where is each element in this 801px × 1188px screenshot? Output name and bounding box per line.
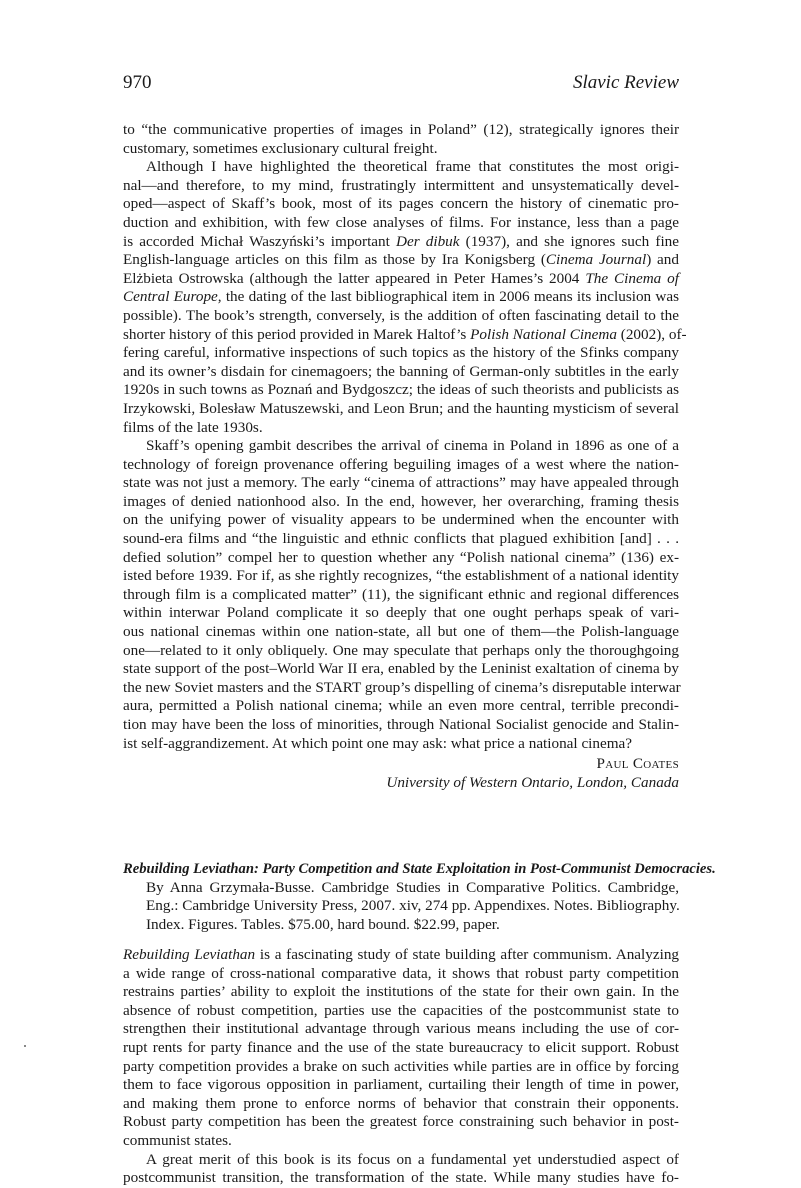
text-line: images of denied nationhood also. In the end, however, her overarching, framing thesis	[123, 492, 679, 510]
text-line: strengthen their institutional advantage through various means including the use of cor-	[123, 1020, 679, 1038]
text-line: and its owner’s disdain for cinemagoers; the banning of German-only subtitles in the early	[123, 362, 679, 380]
text-line: to “the communicative properties of images in Poland” (12), strategically ignores their	[123, 121, 679, 138]
text-line: sound-era films and “the linguistic and ethnic conflicts that plagued exhibition [and] . . .	[123, 530, 679, 548]
text-line: fering careful, informative inspections of such topics as the history of the Sfinks company	[123, 344, 679, 362]
text-line: defied solution” compel her to question whether any “Polish national cinema” (136) ex-	[123, 548, 679, 566]
text-line: one—related to it only obliquely. One may speculate that perhaps only the thoroughgoing	[123, 641, 679, 659]
reviewer-name: Paul Coates	[596, 755, 679, 772]
review-coates-signature	[123, 755, 679, 774]
text-line: Although I have highlighted the theoretical frame that constitutes the most origi-	[146, 158, 679, 176]
text-line: them to face vigorous opposition in parliament, curtailing their length of time in power,	[123, 1076, 679, 1094]
text-line: and making them prone to enforce norms of behavior that constrain their opponents.	[123, 1094, 679, 1112]
text-line: oped—aspect of Skaff’s book, most of its pages concern the history of cinematic pro-	[123, 195, 679, 213]
citation-line: By Anna Grzymała-Busse. Cambridge Studies in Comparative Politics. Cambridge,	[146, 878, 679, 896]
text-line: ist self-aggrandizement. At which point one may ask: what price a national cinema?	[123, 734, 633, 752]
text-line: within interwar Poland complicate it so deeply that one ought perhaps speak of vari-	[123, 604, 679, 622]
journal-title: Slavic Review	[572, 72, 679, 93]
text-line: duction and exhibition, with few close analyses of films. For instance, less than a page	[123, 213, 679, 231]
text-line: rupt rents for party finance and the use of the state bureaucracy to elicit support. Robust	[123, 1038, 679, 1056]
text-line: shorter history of this period provided in Marek Haltof’s Polish National Cinema (2002), of-	[123, 325, 687, 343]
citation-line: Index. Figures. Tables. $75.00, hard bound. $22.99, paper.	[146, 915, 500, 933]
text-line: on the unifying power of visuality appears to be undermined when the encounter with	[123, 511, 679, 529]
text-line: customary, sometimes exclusionary cultural freight.	[123, 139, 438, 157]
text-line: Elżbieta Ostrowska (although the latter appeared in Peter Hames’s 2004 The Cinema of	[123, 269, 679, 287]
text-line: Robust party competition has been the greatest force constraining such behavior in post-	[123, 1113, 679, 1131]
page-number: 970	[123, 72, 152, 93]
review-grzymala-busse-body	[123, 946, 679, 1188]
text-line: A great merit of this book is its focus on a fundamental yet understudied aspect of	[146, 1150, 679, 1168]
reviewer-affiliation: University of Western Ontario, London, Canada	[386, 774, 679, 791]
text-line: technology of foreign provenance offering beguiling images of a west where the nation-	[123, 455, 679, 473]
text-line: 1920s in such towns as Poznań and Bydgoszcz; the ideas of such theorists and publicists as	[123, 381, 679, 399]
text-line: restrains parties’ ability to exploit the institutions of the state for their own gain. In the	[123, 983, 679, 1001]
text-line: a wide range of cross-national comparative data, it shows that robust party competition	[123, 964, 679, 982]
text-line: nal—and therefore, to my mind, frustratingly intermittent and unsystematically devel-	[123, 176, 679, 194]
scan-speck	[24, 1045, 26, 1047]
text-line: absence of robust competition, parties use the capacities of the postcommunist state to	[123, 1001, 679, 1019]
text-line: aura, permitted a Polish national cinema; while an even more central, terrible precondi-	[123, 697, 679, 715]
text-line: ous national cinemas within one nation-state, all but one of them—the Polish-language	[123, 623, 679, 641]
text-line: postcommunist transition, the transformation of the state. While many studies have fo-	[123, 1169, 679, 1187]
book-citation	[123, 860, 716, 934]
text-line: isted before 1939. For if, as she rightly recognizes, “the establishment of a national identity	[123, 567, 679, 585]
text-line: English-language articles on this film as those by Ira Konigsberg (Cinema Journal) and	[123, 251, 679, 269]
text-line: Skaff’s opening gambit describes the arrival of cinema in Poland in 1896 as one of a	[146, 437, 679, 455]
text-line: Rebuilding Leviathan is a fascinating study of state building after communism. Analyzing	[123, 946, 680, 963]
text-line: communist states.	[123, 1131, 232, 1149]
running-header	[123, 72, 679, 96]
text-line: state support of the post–World War II era, enabled by the Leninist exaltation of cinema by	[123, 660, 679, 678]
text-line: films of the late 1930s.	[123, 418, 263, 436]
citation-details	[123, 879, 679, 935]
text-line: party competition provides a brake on such activities while parties are in office by forcing	[123, 1057, 679, 1075]
review-coates-affiliation-wrap	[123, 774, 679, 793]
text-line: state was not just a memory. The early “cinema of attractions” may have appealed through	[123, 474, 679, 492]
citation-line: Eng.: Cambridge University Press, 2007. xiv, 274 pp. Appendixes. Notes. Bibliography.	[146, 897, 680, 915]
text-line: through film is a complicated matter” (11), the significant ethnic and regional differences	[123, 585, 679, 603]
book-title: Rebuilding Leviathan: Party Competition and State Exploitation in Post-Communist Democracies.	[123, 861, 716, 877]
text-line: Irzykowski, Bolesław Matuszewski, and Leon Brun; and the haunting mysticism of several	[123, 399, 679, 417]
review-coates-body	[123, 121, 687, 753]
text-line: Central Europe, the dating of the last bibliographical item in 2006 means its inclusion was	[123, 288, 679, 306]
text-line: possible). The book’s strength, conversely, is the addition of often fascinating detail to the	[123, 306, 679, 324]
text-line: is accorded Michał Waszyński’s important Der dibuk (1937), and she ignores such fine	[123, 232, 679, 250]
text-line: the new Soviet masters and the START group’s dispelling of cinema’s disreputable interwar	[123, 678, 681, 696]
text-line: tion may have been the loss of minorities, through National Socialist genocide and Stalin-	[123, 716, 679, 733]
